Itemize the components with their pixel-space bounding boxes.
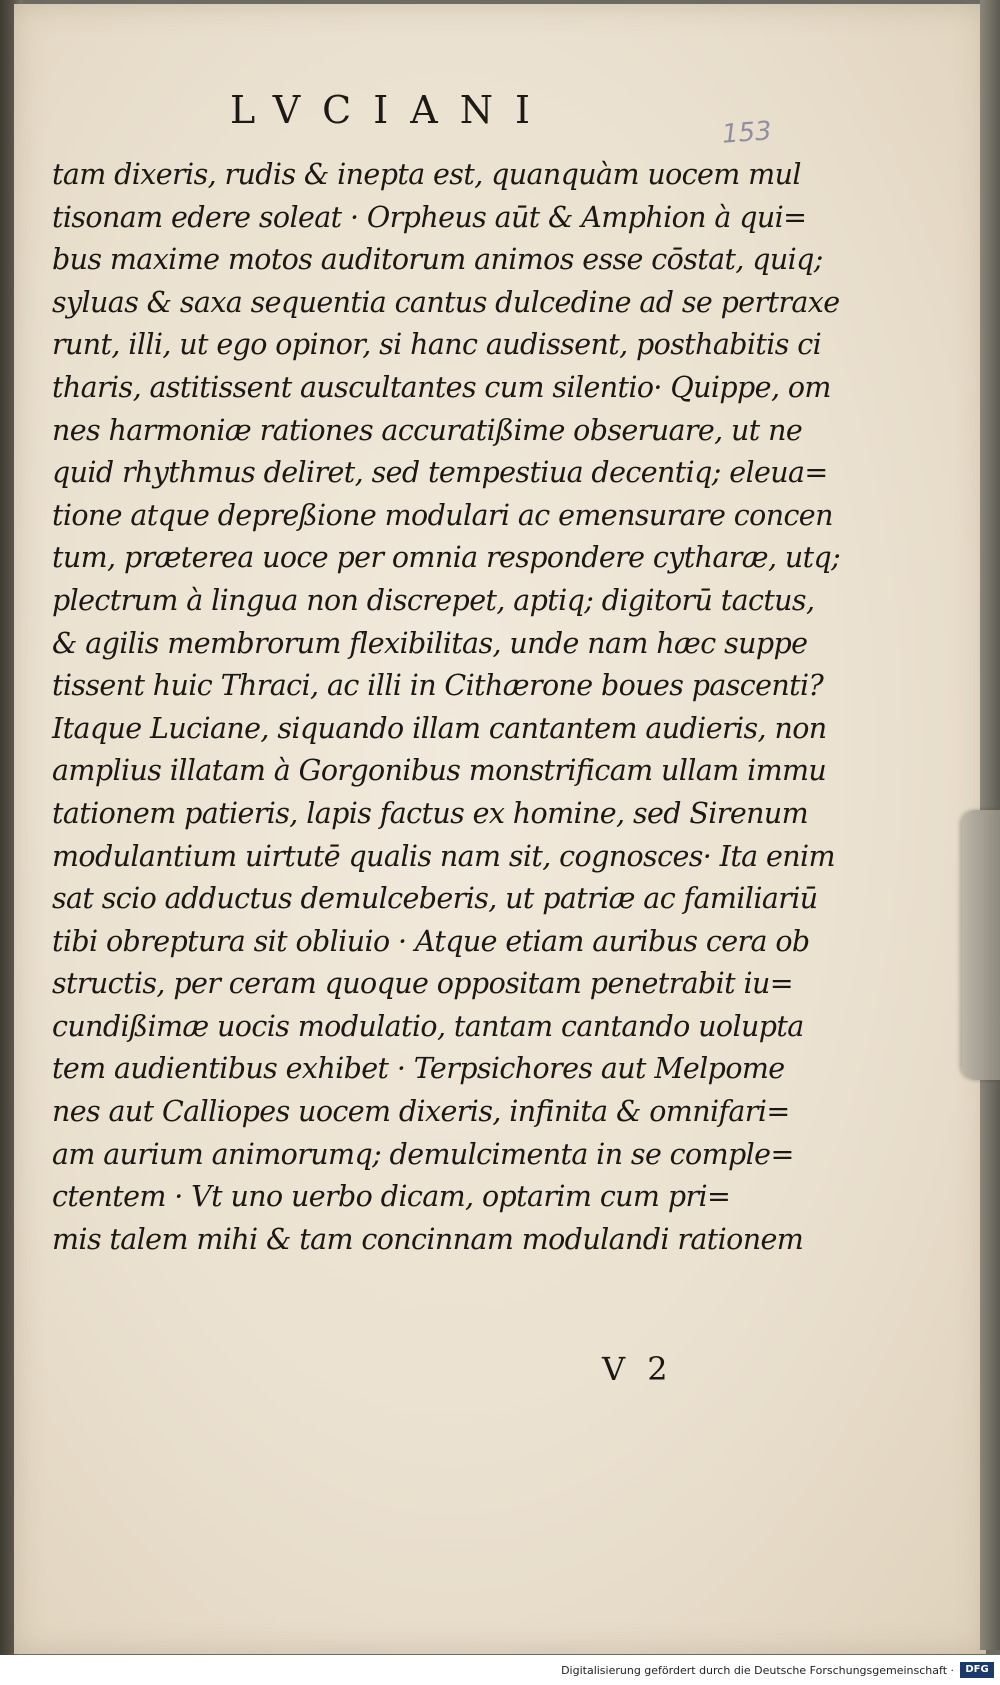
text-line: nes harmoniæ rationes accuratißime obseruare, ut ne	[52, 413, 803, 447]
text-line: modulantium uirtutē qualis nam sit, cognosces· Ita enim	[52, 839, 835, 873]
text-line: tibi obreptura sit obliuio · Atque etiam auribus cera ob	[52, 924, 810, 958]
text-line: sat scio adductus demulceberis, ut patriæ ac familiariū	[52, 882, 818, 916]
dfg-logo[interactable]: DFG	[960, 1662, 994, 1678]
text-line: cundißimæ uocis modulatio, tantam cantando uolupta	[52, 1009, 804, 1043]
text-line: tationem patieris, lapis factus ex homine, sed Sirenum	[52, 796, 809, 830]
footer-credit: Digitalisierung gefördert durch die Deutsche Forschungsgemeinschaft ·	[561, 1664, 954, 1677]
text-line: tione atque depreßione modulari ac emensurare concen	[52, 498, 833, 532]
running-head: LVCIANI	[230, 88, 552, 132]
text-line: tam dixeris, rudis & inepta est, quanquàm uocem mul	[52, 158, 801, 191]
text-line: structis, per ceram quoque oppositam penetrabit iu=	[52, 967, 794, 1001]
text-line: ctentem · Vt uno uerbo dicam, optarim cum pri=	[52, 1180, 731, 1214]
text-line: am aurium animorumq; demulcimenta in se comple=	[52, 1137, 794, 1171]
text-line: tem audientibus exhibet · Terpsichores aut Melpome	[52, 1052, 785, 1086]
text-line: plectrum à lingua non discrepet, aptiq; digitorū tactus,	[52, 583, 815, 617]
text-line: tum, præterea uoce per omnia respondere cytharæ, utq;	[52, 541, 841, 575]
text-line: quid rhythmus deliret, sed tempestiua decentiq; eleua=	[52, 456, 828, 490]
text-line: tharis, astitissent auscultantes cum silentio· Quippe, om	[52, 370, 831, 404]
text-line: runt, illi, ut ego opinor, si hanc audissent, posthabitis ci	[52, 328, 822, 362]
page-clip	[962, 810, 1000, 1080]
text-line: Itaque Luciane, siquando illam cantantem audieris, non	[52, 711, 827, 745]
signature-mark: V 2	[602, 1350, 674, 1388]
text-line: bus maxime motos auditorum animos esse cōstat, quiq;	[52, 243, 823, 277]
text-line: & agilis membrorum flexibilitas, unde nam hæc suppe	[52, 626, 808, 660]
text-line: tisonam edere soleat · Orpheus aūt & Amphion à qui=	[52, 200, 807, 234]
body-text	[52, 154, 841, 1261]
text-line: nes aut Calliopes uocem dixeris, infinita & omnifari=	[52, 1095, 790, 1129]
text-line: mis talem mihi & tam concinnam modulandi rationem	[52, 1222, 804, 1256]
text-line: syluas & saxa sequentia cantus dulcedine ad se pertraxe	[52, 285, 840, 319]
text-line: amplius illatam à Gorgonibus monstrificam ullam immu	[52, 754, 827, 788]
text-line: tissent huic Thraci, ac illi in Cithærone boues pascenti?	[52, 669, 824, 703]
folio-number: 153	[721, 116, 773, 150]
